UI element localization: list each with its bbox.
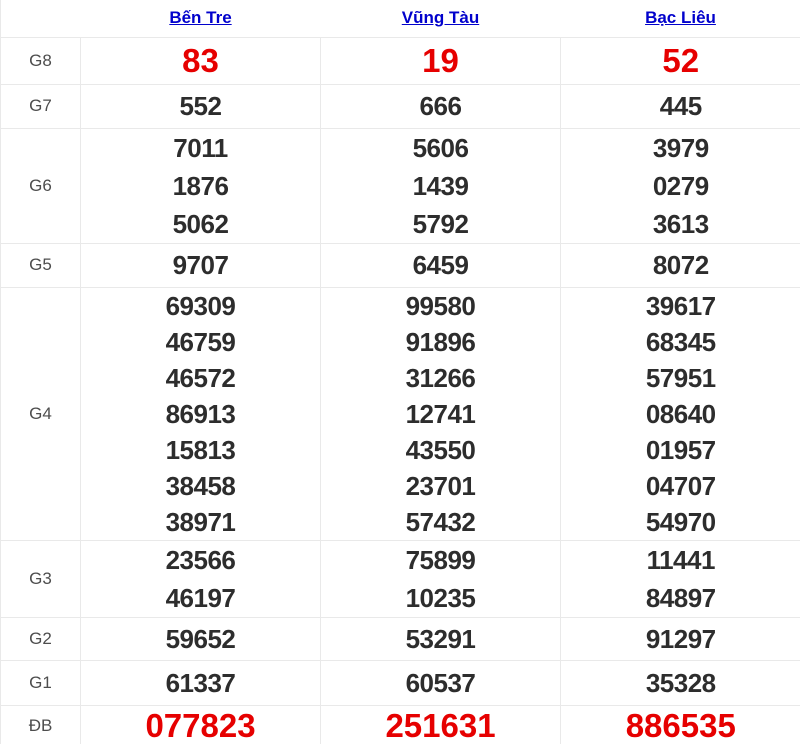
row-label-db: ĐB <box>1 705 81 744</box>
prize-value: 12741 <box>405 398 476 429</box>
prize-cell-g7-col1 <box>81 84 321 128</box>
prize-value: 23701 <box>405 470 476 501</box>
prize-value: 53291 <box>405 623 476 654</box>
prize-value: 5792 <box>412 208 469 239</box>
prize-cell-g8-col2 <box>321 37 561 84</box>
prize-row-g4 <box>1 287 800 540</box>
row-label-g2: G2 <box>1 617 81 660</box>
prize-row-g8 <box>1 37 800 84</box>
prize-value: 39617 <box>645 290 716 321</box>
prize-row-g2 <box>1 617 800 660</box>
prize-value: 91297 <box>645 623 716 654</box>
prize-value: 5606 <box>412 132 469 163</box>
prize-value: 445 <box>659 91 702 121</box>
prize-value: 552 <box>179 91 222 121</box>
province-link-vung-tau[interactable]: Vũng Tàu <box>401 8 480 28</box>
header-corner-cell <box>1 0 81 37</box>
prize-value: 57432 <box>405 506 476 537</box>
province-link-bac-lieu[interactable]: Bạc Liêu <box>645 8 716 28</box>
prize-value: 35328 <box>645 667 716 698</box>
prize-row-g6 <box>1 128 800 243</box>
province-link-ben-tre[interactable]: Bến Tre <box>169 8 232 28</box>
prize-value: 04707 <box>645 470 716 501</box>
prize-value: 6459 <box>412 250 469 280</box>
prize-value: 10235 <box>405 582 476 613</box>
header-cell-province-2 <box>321 0 561 37</box>
prize-value: 15813 <box>165 434 236 465</box>
row-label-g7: G7 <box>1 84 81 128</box>
prize-value: 69309 <box>165 290 236 321</box>
row-label-g4: G4 <box>1 287 81 540</box>
prize-value: 83 <box>182 41 219 79</box>
prize-value: 251631 <box>385 706 496 744</box>
prize-value: 54970 <box>645 506 716 537</box>
prize-value: 38458 <box>165 470 236 501</box>
row-label-g3: G3 <box>1 540 81 617</box>
prize-value: 1439 <box>412 170 469 201</box>
header-cell-province-3 <box>561 0 800 37</box>
table-header <box>1 0 800 37</box>
prize-value: 52 <box>662 41 700 79</box>
prize-row-g3 <box>1 540 800 617</box>
prize-value: 91896 <box>405 326 476 357</box>
prize-row-g7 <box>1 84 800 128</box>
prize-cell-g2-col2 <box>321 617 561 660</box>
prize-row-g1 <box>1 660 800 705</box>
prize-value: 19 <box>422 41 459 79</box>
prize-value: 31266 <box>405 362 476 393</box>
prize-cell-g6-col1 <box>81 128 321 243</box>
prize-value: 7011 <box>173 132 228 163</box>
prize-value: 8072 <box>652 250 709 280</box>
prize-cell-g2-col3 <box>561 617 800 660</box>
prize-cell-g7-col3 <box>561 84 800 128</box>
prize-value: 5062 <box>172 208 229 239</box>
prize-value: 57951 <box>645 362 716 393</box>
prize-cell-db-col3 <box>561 705 800 744</box>
header-row <box>1 0 800 37</box>
prize-value: 01957 <box>645 434 716 465</box>
prize-cell-g3-col2 <box>321 540 561 617</box>
prize-cell-db-col2 <box>321 705 561 744</box>
row-label-g8: G8 <box>1 37 81 84</box>
prize-value: 68345 <box>645 326 716 357</box>
prize-value: 3979 <box>652 132 709 163</box>
prize-cell-g7-col2 <box>321 84 561 128</box>
prize-cell-g2-col1 <box>81 617 321 660</box>
prize-cell-g1-col3 <box>561 660 800 705</box>
prize-value: 46759 <box>165 326 236 357</box>
prize-value: 08640 <box>645 398 716 429</box>
prize-value: 43550 <box>405 434 476 465</box>
prize-value: 3613 <box>652 208 709 239</box>
prize-cell-g8-col1 <box>81 37 321 84</box>
prize-cell-g4-col1 <box>81 287 321 540</box>
prize-value: 84897 <box>645 582 716 613</box>
prize-row-g5 <box>1 243 800 287</box>
row-label-g6: G6 <box>1 128 81 243</box>
prize-value: 9707 <box>172 250 229 280</box>
prize-cell-g8-col3 <box>561 37 800 84</box>
prize-value: 38971 <box>165 506 236 537</box>
prize-value: 59652 <box>165 623 236 654</box>
prize-cell-g6-col3 <box>561 128 800 243</box>
prize-cell-g1-col1 <box>81 660 321 705</box>
prize-cell-g5-col3 <box>561 243 800 287</box>
prize-cell-g3-col1 <box>81 540 321 617</box>
prize-value: 0279 <box>652 170 709 201</box>
prize-value: 99580 <box>405 290 476 321</box>
prize-value: 60537 <box>405 667 476 698</box>
prize-value: 61337 <box>165 667 236 698</box>
row-label-g1: G1 <box>1 660 81 705</box>
prize-value: 75899 <box>405 544 476 575</box>
prize-cell-g6-col2 <box>321 128 561 243</box>
prize-value: 1876 <box>172 170 229 201</box>
results-body <box>1 37 800 744</box>
prize-value: 077823 <box>145 706 256 744</box>
prize-value: 666 <box>419 91 462 121</box>
row-label-g5: G5 <box>1 243 81 287</box>
header-cell-province-1 <box>81 0 321 37</box>
prize-row-db <box>1 705 800 744</box>
prize-value: 46572 <box>165 362 236 393</box>
prize-cell-db-col1 <box>81 705 321 744</box>
prize-cell-g5-col2 <box>321 243 561 287</box>
prize-value: 46197 <box>165 582 236 613</box>
prize-cell-g5-col1 <box>81 243 321 287</box>
prize-value: 886535 <box>625 706 736 744</box>
prize-value: 11441 <box>646 544 715 575</box>
prize-cell-g4-col2 <box>321 287 561 540</box>
prize-cell-g4-col3 <box>561 287 800 540</box>
prize-value: 23566 <box>165 544 236 575</box>
prize-cell-g1-col2 <box>321 660 561 705</box>
prize-value: 86913 <box>165 398 236 429</box>
prize-cell-g3-col3 <box>561 540 800 617</box>
